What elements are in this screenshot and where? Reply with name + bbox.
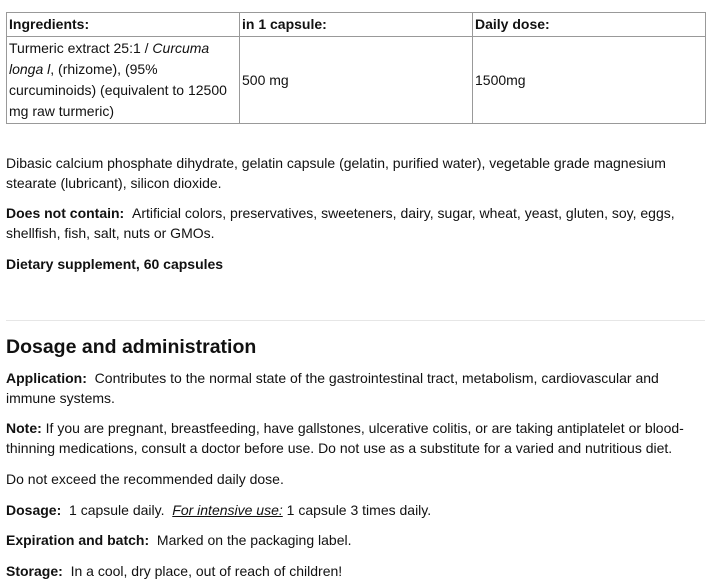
intensive-use-text: 1 capsule 3 times daily. [286, 502, 432, 518]
expiration-paragraph [6, 530, 696, 550]
does-not-contain-text: Artificial colors, preservatives, sweeteners, dairy, sugar, wheat, yeast, gluten, soy, eggs, shellfish, fish, salt, nuts or GMOs. [6, 205, 675, 241]
ingredient-latin-name: Curcuma longa l [9, 40, 210, 77]
expiration-text: Marked on the packaging label. [156, 532, 352, 548]
application-label: Application: [6, 370, 87, 386]
storage-paragraph [6, 561, 696, 581]
daily-dose-cell: 1500mg [473, 37, 706, 124]
dosage-text: 1 capsule daily. [69, 502, 165, 518]
storage-label: Storage: [6, 563, 63, 579]
expiration-label: Expiration and batch: [6, 532, 150, 548]
supplement-note: Dietary supplement, 60 capsules [6, 256, 224, 272]
storage-text: In a cool, dry place, out of reach of children! [70, 563, 343, 579]
other-ingredients-text: Dibasic calcium phosphate dihydrate, gelatin capsule (gelatin, purified water), vegetable grade magnesium stearate (lubricant), silicon dioxide. [6, 155, 666, 191]
header-daily-dose: Daily dose: [473, 13, 706, 37]
table-header-row [7, 13, 706, 37]
ingredients-table [6, 12, 706, 124]
dosage-label: Dosage: [6, 502, 62, 518]
table-row [7, 37, 706, 124]
application-text: Contributes to the normal state of the gastrointestinal tract, metabolism, cardiovascular and immune systems. [6, 370, 659, 406]
ingredient-name: Turmeric extract 25:1 / [9, 40, 153, 56]
intensive-use-label: For intensive use: [172, 502, 283, 518]
application-paragraph [6, 368, 696, 408]
ingredient-cell [7, 37, 240, 124]
per-capsule-cell: 500 mg [240, 37, 473, 124]
ingredients-table-wrapper [6, 12, 705, 124]
dose-warning: Do not exceed the recommended daily dose. [6, 471, 284, 487]
does-not-contain-paragraph [6, 203, 696, 243]
note-paragraph [6, 418, 696, 458]
header-per-capsule: in 1 capsule: [240, 13, 473, 37]
header-ingredients: Ingredients: [7, 13, 240, 37]
note-label: Note: [6, 420, 42, 436]
does-not-contain-label: Does not contain: [6, 205, 125, 221]
note-text: If you are pregnant, breastfeeding, have gallstones, ulcerative colitis, or are taking antiplatelet or blood-thinning medications, consult a doctor before use. Do not use as a substitute for a varied and nutritious diet. [6, 420, 684, 456]
dosage-section-title: Dosage and administration [6, 336, 257, 358]
section-divider [6, 320, 705, 321]
ingredient-details: , (rhizome), (95% curcuminoids) (equivalent to 12500 mg raw turmeric) [9, 61, 227, 119]
dosage-paragraph [6, 500, 696, 520]
